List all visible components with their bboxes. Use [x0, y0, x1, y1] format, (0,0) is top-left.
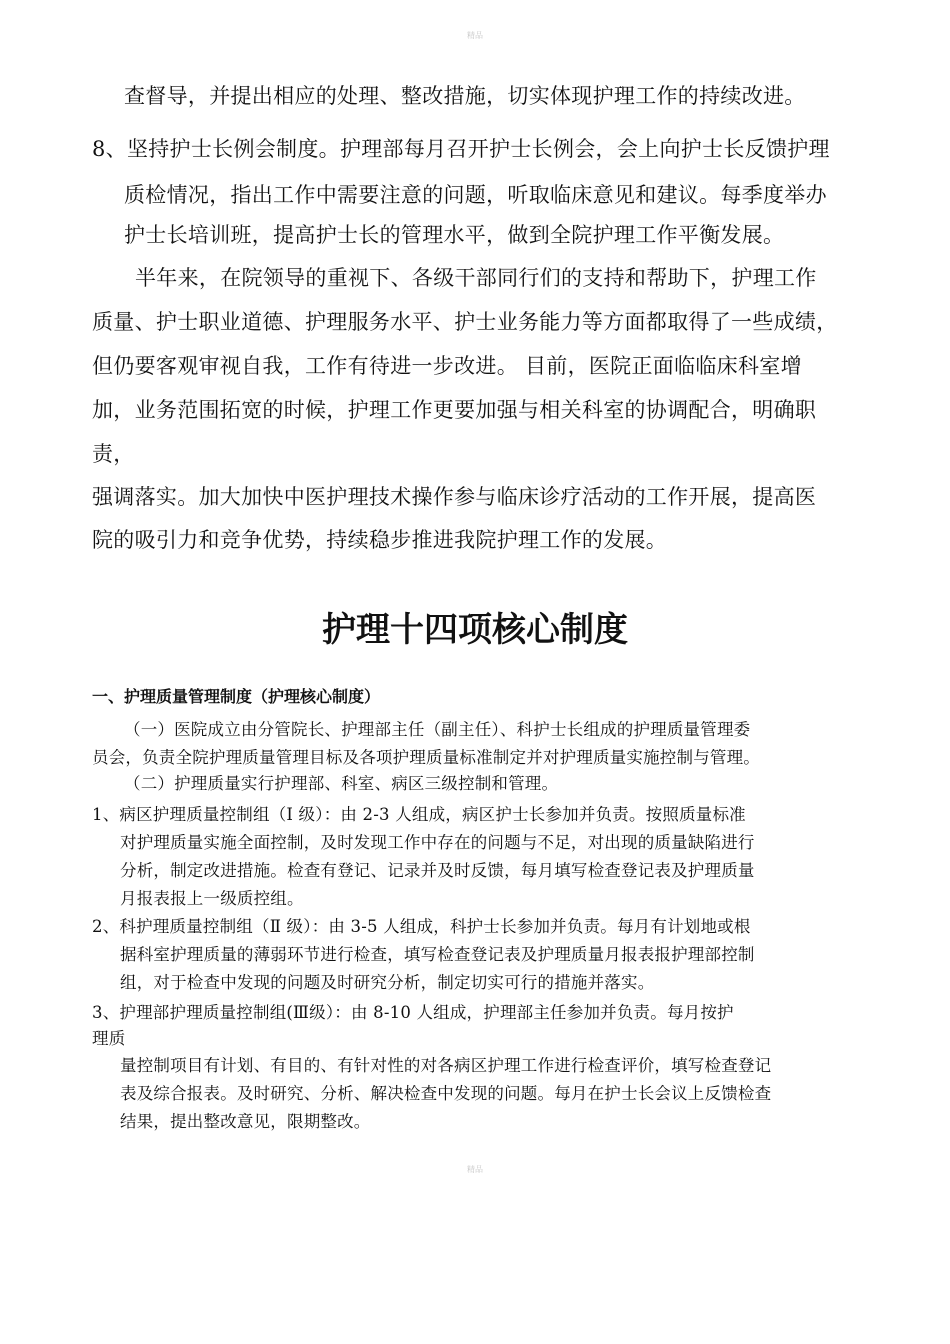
body-line: 据科室护理质量的薄弱环节进行检查，填写检查登记表及护理质量月报表报护理部控制	[120, 945, 755, 964]
footer-watermark: 精品	[467, 1165, 483, 1174]
document-title: 护理十四项核心制度	[322, 610, 628, 650]
body-line: （一）医院成立由分管院长、护理部主任（副主任）、科护士长组成的护理质量管理委	[124, 720, 751, 739]
body-line: 量控制项目有计划、有目的、有针对性的对各病区护理工作进行检查评价，填写检查登记	[120, 1056, 772, 1075]
body-line: 结果，提出整改意见，限期整改。	[120, 1112, 371, 1131]
body-line: 理质	[92, 1029, 126, 1048]
paragraph-line: 半年来，在院领导的重视下、各级干部同行们的支持和帮助下，护理工作	[135, 266, 817, 290]
section-heading: 一、护理质量管理制度（护理核心制度）	[92, 687, 381, 706]
paragraph-line: 质检情况，指出工作中需要注意的问题，听取临床意见和建议。每季度举办	[124, 183, 827, 207]
paragraph-line: 8、坚持护士长例会制度。护理部每月召开护士长例会，会上向护士长反馈护理	[92, 137, 830, 161]
body-line: 分析，制定改进措施。检查有登记、记录并及时反馈，每月填写检查登记表及护理质量	[120, 861, 755, 880]
paragraph-line: 院的吸引力和竞争优势，持续稳步推进我院护理工作的发展。	[92, 528, 668, 552]
paragraph-line: 加，业务范围拓宽的时候，护理工作更要加强与相关科室的协调配合，明确职	[92, 398, 817, 422]
body-line: 对护理质量实施全面控制，及时发现工作中存在的问题与不足，对出现的质量缺陷进行	[120, 833, 755, 852]
body-line: 1、病区护理质量控制组（Ⅰ 级）：由 2-3 人组成，病区护士长参加并负责。按照质量标准	[92, 805, 746, 824]
header-watermark: 精品	[467, 31, 483, 40]
body-line: 3、护理部护理质量控制组(Ⅲ级）：由 8-10 人组成，护理部主任参加并负责。每月按护	[92, 1003, 734, 1022]
body-line: 月报表报上一级质控组。	[120, 889, 304, 908]
paragraph-line: 护士长培训班，提高护士长的管理水平，做到全院护理工作平衡发展。	[124, 223, 785, 247]
body-line: 表及综合报表。及时研究、分析、解决检查中发现的问题。每月在护士长会议上反馈检查	[120, 1084, 772, 1103]
paragraph-line: 强调落实。加大加快中医护理技术操作参与临床诊疗活动的工作开展，提高医	[92, 485, 817, 509]
paragraph-line: 责，	[92, 442, 135, 466]
body-line: 组，对于检查中发现的问题及时研究分析，制定切实可行的措施并落实。	[120, 973, 655, 992]
paragraph-line: 查督导，并提出相应的处理、整改措施，切实体现护理工作的持续改进。	[124, 84, 806, 108]
body-line: （二）护理质量实行护理部、科室、病区三级控制和管理。	[124, 774, 559, 793]
paragraph-line: 但仍要客观审视自我，工作有待进一步改进。 目前，医院正面临临床科室增	[92, 354, 802, 378]
paragraph-line: 质量、护士职业道德、护理服务水平、护士业务能力等方面都取得了一些成绩，	[92, 310, 838, 334]
body-line: 员会，负责全院护理质量管理目标及各项护理质量标准制定并对护理质量实施控制与管理。	[92, 748, 760, 767]
body-line: 2、科护理质量控制组（Ⅱ 级）：由 3-5 人组成，科护士长参加并负责。每月有计划地或根	[92, 917, 751, 936]
